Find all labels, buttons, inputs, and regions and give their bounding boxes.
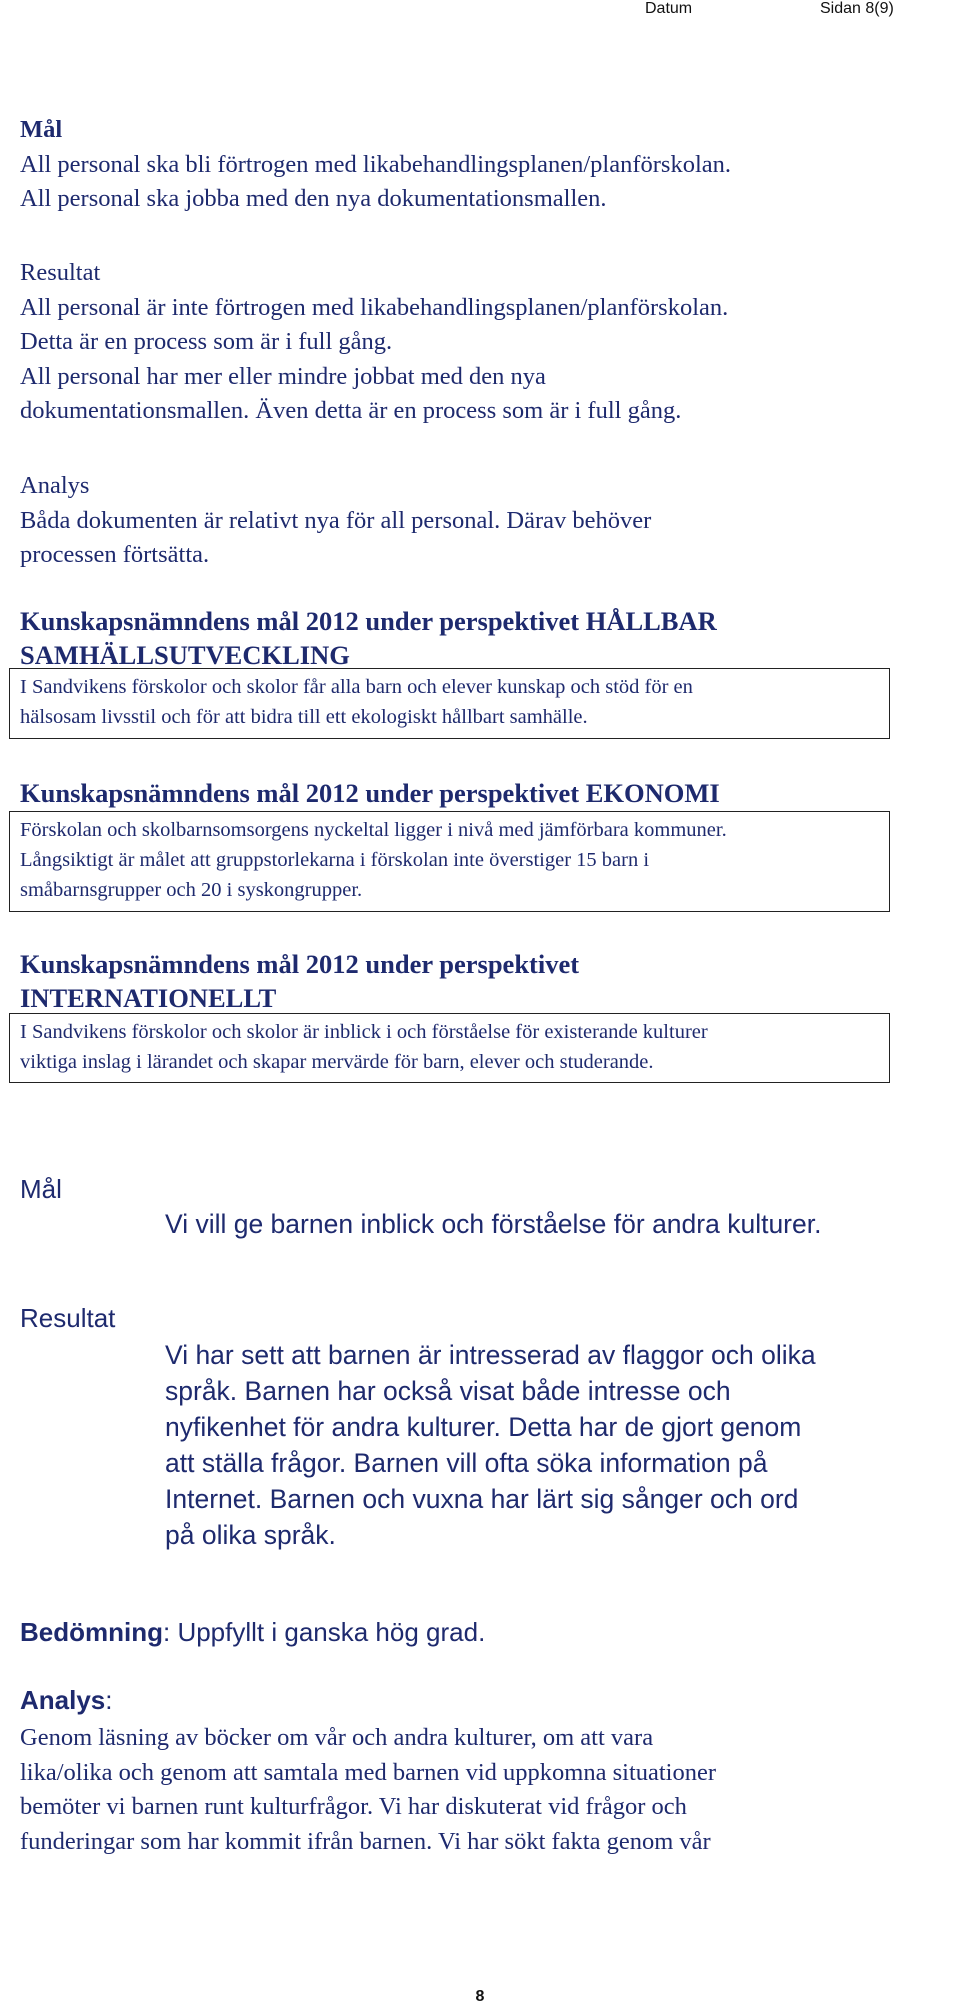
goal-ekonomi-text: småbarnsgrupper och 20 i syskongrupper. [20, 879, 363, 901]
resultat2-line: på olika språk. [165, 1520, 336, 1550]
resultat-block [165, 1337, 816, 1553]
goal-hallbar-text: hälsosam livsstil och för att bidra till ett ekologiskt hållbart samhälle. [20, 706, 588, 728]
bedomning-text: : Uppfyllt i ganska hög grad. [163, 1617, 486, 1647]
resultat2-line: nyfikenhet för andra kulturer. Detta har de gjort genom [165, 1412, 802, 1442]
goal-ekonomi-heading: Kunskapsnämndens mål 2012 under perspektivet EKONOMI [20, 778, 720, 808]
header-date-label: Datum [645, 0, 693, 17]
section-mal [20, 113, 940, 217]
section-resultat [20, 256, 940, 429]
bedomning-label: Bedömning [20, 1617, 163, 1647]
analys2-colon: : [105, 1685, 113, 1715]
mal-text: Vi vill ge barnen inblick och förståelse för andra kulturer. [165, 1209, 822, 1239]
goal-ekonomi-text: Långsiktigt är målet att gruppstorlekarna i förskolan inte överstiger 15 barn i [20, 849, 650, 871]
analys2-line: lika/olika och genom att samtala med barnen vid uppkomna situationer [20, 1758, 717, 1786]
resultat-line: dokumentationsmallen. Även detta är en process som är i full gång. [20, 397, 682, 424]
goal-internationellt-heading-line: Kunskapsnämndens mål 2012 under perspektivet [20, 949, 580, 979]
analys-line: Båda dokumenten är relativt nya för all personal. Därav behöver [20, 506, 652, 534]
goal-ekonomi-text: Förskolan och skolbarnsomsorgens nyckeltal ligger i nivå med jämförbara kommuner. [20, 819, 727, 841]
bedomning [20, 1617, 485, 1648]
resultat-line: Detta är en process som är i full gång. [20, 328, 393, 355]
resultat-label: Resultat [20, 1303, 116, 1333]
resultat2-line: Vi har sett att barnen är intresserad av flaggor och olika [165, 1340, 816, 1370]
mal-line: All personal ska bli förtrogen med likabehandlingsplanen/planförskolan. [20, 150, 732, 178]
header [0, 0, 960, 30]
analys2-line: Genom läsning av böcker om vår och andra kulturer, om att vara [20, 1724, 654, 1751]
resultat2-line: språk. Barnen har också visat både intresse och [165, 1376, 731, 1406]
analys-heading: Analys [20, 472, 90, 499]
resultat-heading: Resultat [20, 259, 101, 286]
goal-internationellt-box [9, 1013, 890, 1083]
goal-hallbar-heading-line: Kunskapsnämndens mål 2012 under perspektivet HÅLLBAR [20, 606, 717, 636]
goal-hallbar-text: I Sandvikens förskolor och skolor får alla barn och elever kunskap och stöd för en [20, 676, 693, 698]
goal-internationellt-heading-line: INTERNATIONELLT [20, 983, 277, 1013]
goal-hallbar-box [9, 668, 890, 739]
analys2-line: funderingar som har kommit ifrån barnen. Vi har sökt fakta genom vår [20, 1827, 711, 1855]
goal-hallbar-heading-line: SAMHÄLLSUTVECKLING [20, 640, 350, 670]
resultat-line: All personal är inte förtrogen med likabehandlingsplanen/planförskolan. [20, 293, 729, 321]
resultat-line: All personal har mer eller mindre jobbat med den nya [20, 362, 546, 390]
mal-heading: Mål [20, 116, 63, 143]
resultat2-line: Internet. Barnen och vuxna har lärt sig sånger och ord [165, 1484, 799, 1514]
section-analys [20, 469, 940, 573]
analys-line: processen förtsätta. [20, 541, 210, 568]
goal-ekonomi-box [9, 811, 890, 912]
analys2-block [20, 1721, 716, 1859]
mal-line: All personal ska jobba med den nya dokumentationsmallen. [20, 185, 607, 212]
resultat2-line: att ställa frågor. Barnen vill ofta söka information på [165, 1448, 768, 1478]
goal-hallbar-heading [20, 604, 717, 672]
analys2-label: Analys [20, 1685, 106, 1715]
goal-internationellt-text: I Sandvikens förskolor och skolor är inblick i och förståelse för existerande kulturer [20, 1021, 708, 1043]
goal-internationellt-heading [20, 947, 579, 1015]
header-page-label: Sidan 8(9) [820, 0, 894, 17]
mal-label: Mål [20, 1174, 62, 1204]
analys2 [20, 1685, 113, 1716]
goal-internationellt-text: viktiga inslag i lärandet och skapar mervärde för barn, elever och studerande. [20, 1051, 654, 1073]
analys2-line: bemöter vi barnen runt kulturfrågor. Vi har diskuterat vid frågor och [20, 1793, 687, 1820]
page-number: 8 [475, 1988, 485, 2005]
